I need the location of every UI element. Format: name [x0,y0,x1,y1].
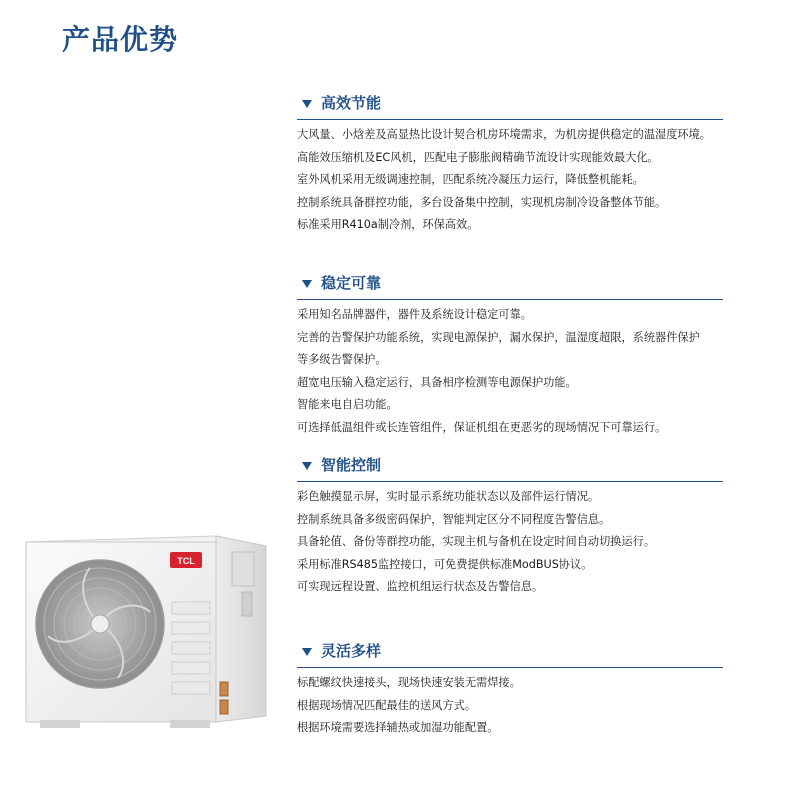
section-heading: 稳定可靠 [321,274,382,292]
triangle-down-icon [302,648,312,656]
feature-line: 标准采用R410a制冷剂，环保高效。 [297,218,479,231]
section-header [297,454,723,482]
feature-line: 等多级告警保护。 [297,353,387,366]
feature-line: 超宽电压输入稳定运行，具备相序检测等电源保护功能。 [297,375,577,389]
feature-line: 具备轮值、备份等群控功能，实现主机与备机在设定时间自动切换运行。 [297,535,656,548]
page-title: 产品优势 [62,23,179,56]
section-efficient-energy-saving [297,92,723,237]
feature-line: 根据环境需要选择辅热或加湿功能配置。 [297,721,499,734]
outdoor-ac-unit-image [20,532,270,732]
section-heading: 高效节能 [321,94,382,112]
feature-line: 可实现远程设置、监控机组运行状态及告警信息。 [297,580,544,593]
triangle-down-icon [302,280,312,288]
section-body [297,486,723,599]
section-smart-control [297,454,723,599]
feature-line: 采用知名品牌器件，器件及系统设计稳定可靠。 [297,308,532,321]
feature-line: 控制系统具备群控功能，多台设备集中控制，实现机房制冷设备整体节能。 [297,195,667,209]
triangle-down-icon [302,100,312,108]
feature-line: 控制系统具备多级密码保护，智能判定区分不同程度告警信息。 [297,512,611,526]
feature-line: 完善的告警保护功能系统，实现电源保护，漏水保护，温湿度超限，系统器件保护 [297,330,700,344]
brand-logo-text: TCL [177,556,195,566]
section-flexible-diverse [297,640,723,740]
feature-line: 根据现场情况匹配最佳的送风方式。 [297,698,477,712]
feature-line: 大风量、小焓差及高显热比设计契合机房环境需求，为机房提供稳定的温湿度环境。 [297,128,711,141]
feature-line: 智能来电自启功能。 [297,398,398,411]
triangle-down-icon [302,462,312,470]
feature-line: 高能效压缩机及EC风机，匹配电子膨胀阀精确节流设计实现能效最大化。 [297,150,659,164]
section-header [297,640,723,668]
feature-line: 采用标准RS485监控接口，可免费提供标准ModBUS协议。 [297,557,593,571]
section-heading: 灵活多样 [321,642,382,660]
feature-line: 彩色触摸显示屏，实时显示系统功能状态以及部件运行情况。 [297,490,600,503]
section-header [297,272,723,300]
feature-line: 标配螺纹快速接头，现场快速安装无需焊接。 [297,676,521,689]
section-heading: 智能控制 [321,456,382,474]
feature-line: 可选择低温组件或长连管组件，保证机组在更恶劣的现场情况下可靠运行。 [297,420,667,434]
section-body [297,672,723,740]
section-body [297,304,723,439]
feature-line: 室外风机采用无级调速控制，匹配系统冷凝压力运行，降低整机能耗。 [297,173,644,186]
section-header [297,92,723,120]
section-stable-reliable [297,272,723,439]
section-body [297,124,723,237]
